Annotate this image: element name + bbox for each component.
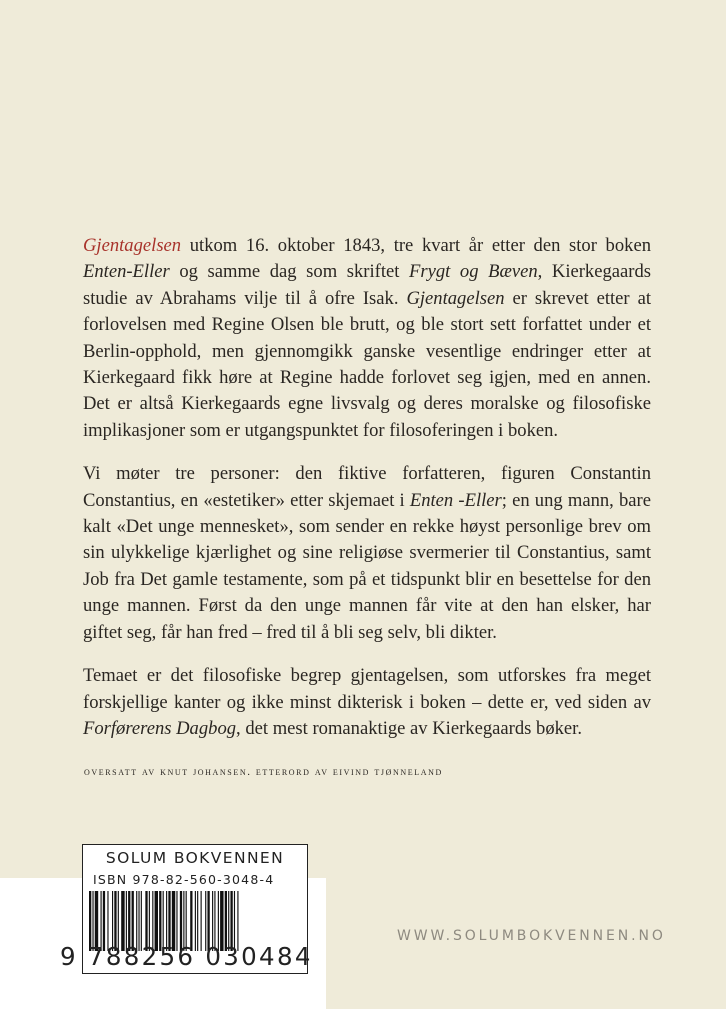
work-title: Forførerens Dagbog [83,717,237,739]
publisher-website: WWW.SOLUMBOKVENNEN.NO [397,928,666,944]
work-title: Enten-Eller [83,261,170,283]
publisher-name: SOLUM BOKVENNEN [105,849,285,867]
work-title: Frygt og Bæven [409,261,538,283]
text-run: , det mest romanaktige av Kierkegaards bøker. [236,717,582,739]
text-run: utkom 16. oktober 1843, tre kvart år etter den stor boken [181,235,651,256]
text-run: Temaet er det filosofiske begrep gjentagelsen, som utforskes fra meget forskjellige kanter og ikke minst dikterisk i boken – dette er, ved siden av [83,665,651,713]
work-title: Enten -Eller [409,489,502,511]
work-title: Gjentagelsen [406,287,505,309]
blurb-paragraph-3 [83,663,651,742]
isbn-number: ISBN 978-82-560-3048-4 [93,872,275,887]
ean-digits: 9 788256 030484 [60,942,313,971]
translator-credits: oversatt av knut johansen. etterord av eivind tjønneland [84,766,443,778]
blurb-paragraph-1 [83,233,651,444]
text-run: , Kierkegaards studie av Abrahams vilje til å ofre Isak. [83,261,652,309]
blurb-paragraph-2 [83,461,651,646]
text-run: og samme dag som skriftet [169,261,410,283]
back-cover-blurb [83,233,651,759]
text-run: Vi møter tre personer: den fiktive forfatteren, figuren Constantin Constantius, en «estetiker» etter skjemaet i [83,463,651,511]
text-run: er skrevet etter at forlovelsen med Regine Olsen ble brutt, og ble stort sett forfattet under et Berlin-opphold, men gjennomgikk ganske vesentlige endringer etter at Kierkegaard fikk høre at Regine hadde forlovet seg igjen, med en annen. Det er altså Kierkegaards egne livsvalg og deres moralske og filosofiske implikasjoner som er utgangspunktet for filosoferingen i boken. [83,287,651,441]
text-run: ; en ung mann, bare kalt «Det unge mennesket», som sender en rekke høyst personlige brev om sin ulykkelige kjærlighet og sine religiøse svermerier til Constantius, samt Job fra Det gamle testamente, som på et tidspunkt blir en besettelse for den unge mannen. Først da den unge mannen får vite at den han elsker, har giftet seg, får han fred – fred til å bli seg selv, bli dikter. [83,489,651,643]
book-title-highlight: Gjentagelsen [83,235,182,256]
